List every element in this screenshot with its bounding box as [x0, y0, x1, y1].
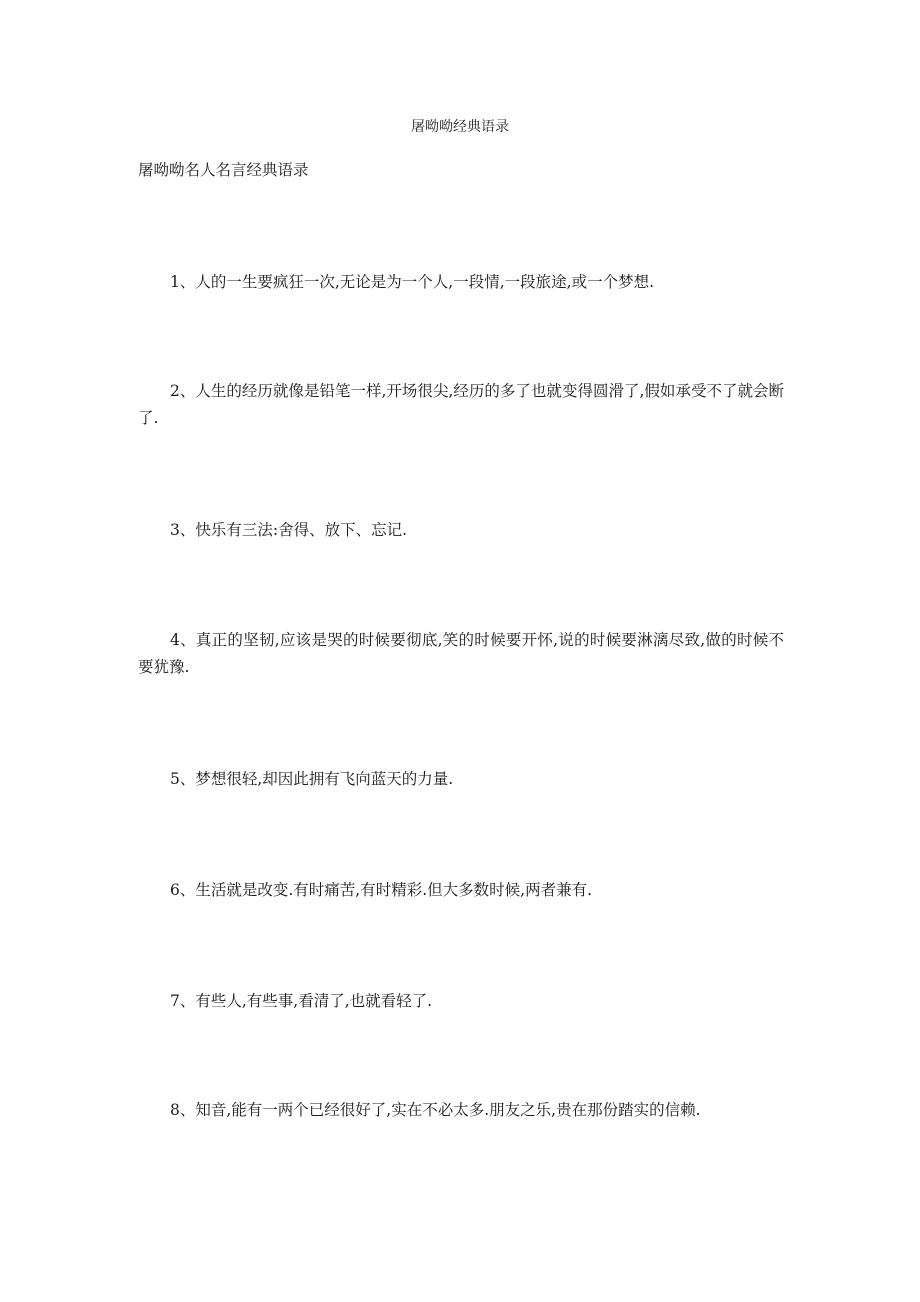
quote-item: 8、知音,能有一两个已经很好了,实在不必太多.朋友之乐,贵在那份踏实的信赖. — [170, 1101, 701, 1119]
quote-item: 2、人生的经历就像是铅笔一样,开场很尖,经历的多了也就变得圆滑了,假如承受不了就会断了. — [138, 382, 784, 427]
quote-item: 4、真正的坚韧,应该是哭的时候要彻底,笑的时候要开怀,说的时候要淋漓尽致,做的时候不要犹豫. — [138, 631, 784, 676]
quote-item: 7、有些人,有些事,看清了,也就看轻了. — [170, 992, 433, 1010]
document-subtitle: 屠呦呦名人名言经典语录 — [138, 161, 309, 179]
quote-item: 1、人的一生要疯狂一次,无论是为一个人,一段情,一段旅途,或一个梦想. — [170, 273, 654, 291]
document-title: 屠呦呦经典语录 — [411, 119, 509, 135]
quote-item: 6、生活就是改变.有时痛苦,有时精彩.但大多数时候,两者兼有. — [170, 881, 592, 899]
quote-item: 3、快乐有三法:舍得、放下、忘记. — [170, 521, 408, 539]
quote-item: 5、梦想很轻,却因此拥有飞向蓝天的力量. — [170, 770, 454, 788]
